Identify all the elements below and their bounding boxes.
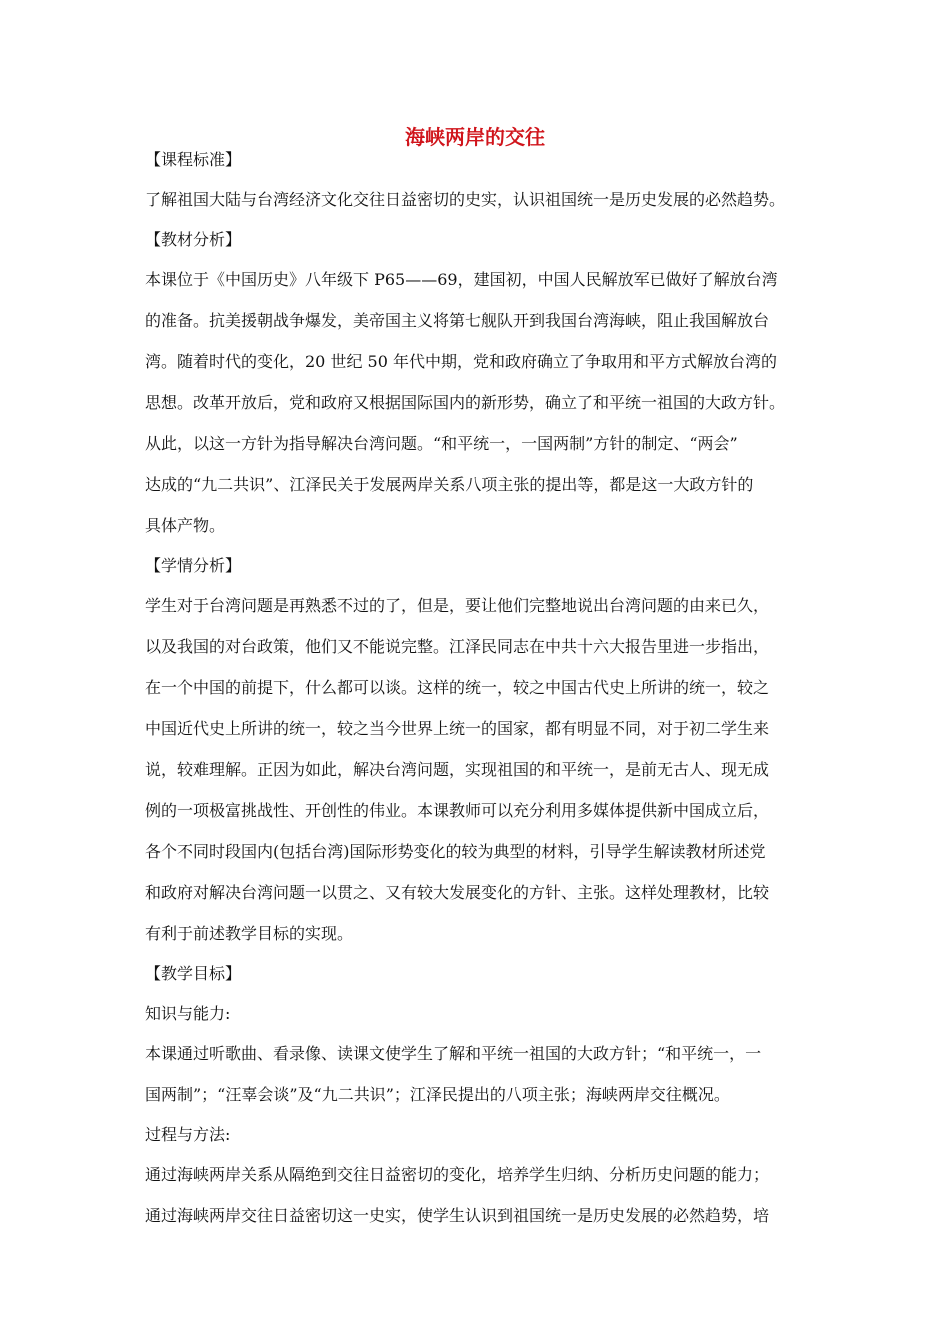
text-line: 说，较难理解。正因为如此，解决台湾问题，实现祖国的和平统一，是前无古人、现无成 <box>145 760 770 779</box>
text-line: 具体产物。 <box>145 516 226 535</box>
paragraph-knowledge <box>145 1041 825 1108</box>
text-line: 在一个中国的前提下，什么都可以谈。这样的统一，较之中国古代史上所讲的统一，较之 <box>145 678 770 697</box>
text-line: 学生对于台湾问题是再熟悉不过的了，但是，要让他们完整地说出台湾问题的由来已久， <box>145 596 770 615</box>
text-line: 达成的“九二共识”、江泽民关于发展两岸关系八项主张的提出等，都是这一大政方针的 <box>145 475 754 494</box>
document-title: 海峡两岸的交往 <box>405 125 545 149</box>
paragraph-standard <box>145 187 825 213</box>
text-line: 思想。改革开放后，党和政府又根据国际国内的新形势，确立了和平统一祖国的大政方针。 <box>145 393 786 412</box>
subheading-process: 过程与方法: <box>145 1125 231 1144</box>
text-line: 的准备。抗美援朝战争爆发，美帝国主义将第七舰队开到我国台湾海峡，阻止我国解放台 <box>145 311 770 330</box>
subheading-knowledge: 知识与能力: <box>145 1004 231 1023</box>
text-line: 湾。随着时代的变化，20 世纪 50 年代中期，党和政府确立了争取用和平方式解放台湾的 <box>145 352 777 371</box>
text-line: 本课通过听歌曲、看录像、读课文使学生了解和平统一祖国的大政方针；“和平统一，一 <box>145 1044 762 1063</box>
text-line: 中国近代史上所讲的统一，较之当今世界上统一的国家，都有明显不同，对于初二学生来 <box>145 719 770 738</box>
text-line: 以及我国的对台政策，他们又不能说完整。江泽民同志在中共十六大报告里进一步指出， <box>145 637 770 656</box>
section-heading-standard: 【课程标准】 <box>145 150 242 169</box>
paragraph-material <box>145 267 825 539</box>
text-line: 和政府对解决台湾问题一以贯之、又有较大发展变化的方针、主张。这样处理教材，比较 <box>145 883 770 902</box>
paragraph-students <box>145 593 825 947</box>
text-line: 了解祖国大陆与台湾经济文化交往日益密切的史实，认识祖国统一是历史发展的必然趋势。 <box>145 190 786 209</box>
text-line: 例的一项极富挑战性、开创性的伟业。本课教师可以充分利用多媒体提供新中国成立后， <box>145 801 770 820</box>
text-line: 通过海峡两岸关系从隔绝到交往日益密切的变化，培养学生归纳、分析历史问题的能力； <box>145 1165 770 1184</box>
paragraph-process <box>145 1162 825 1229</box>
text-line: 有利于前述教学目标的实现。 <box>145 924 354 943</box>
text-line: 通过海峡两岸交往日益密切这一史实，使学生认识到祖国统一是历史发展的必然趋势，培 <box>145 1206 770 1225</box>
document-body <box>145 147 825 1244</box>
text-line: 从此，以这一方针为指导解决台湾问题。“和平统一，一国两制”方针的制定、“两会” <box>145 434 738 453</box>
text-line: 本课位于《中国历史》八年级下 P65——69，建国初，中国人民解放军已做好了解放台湾 <box>145 270 778 289</box>
text-line: 国两制”；“汪辜会谈”及“九二共识”；江泽民提出的八项主张；海峡两岸交往概况。 <box>145 1085 730 1104</box>
section-heading-material: 【教材分析】 <box>145 230 242 249</box>
section-heading-goals: 【教学目标】 <box>145 964 242 983</box>
text-line: 各个不同时段国内(包括台湾)国际形势变化的较为典型的材料，引导学生解读教材所述党 <box>145 842 766 861</box>
section-heading-students: 【学情分析】 <box>145 556 242 575</box>
